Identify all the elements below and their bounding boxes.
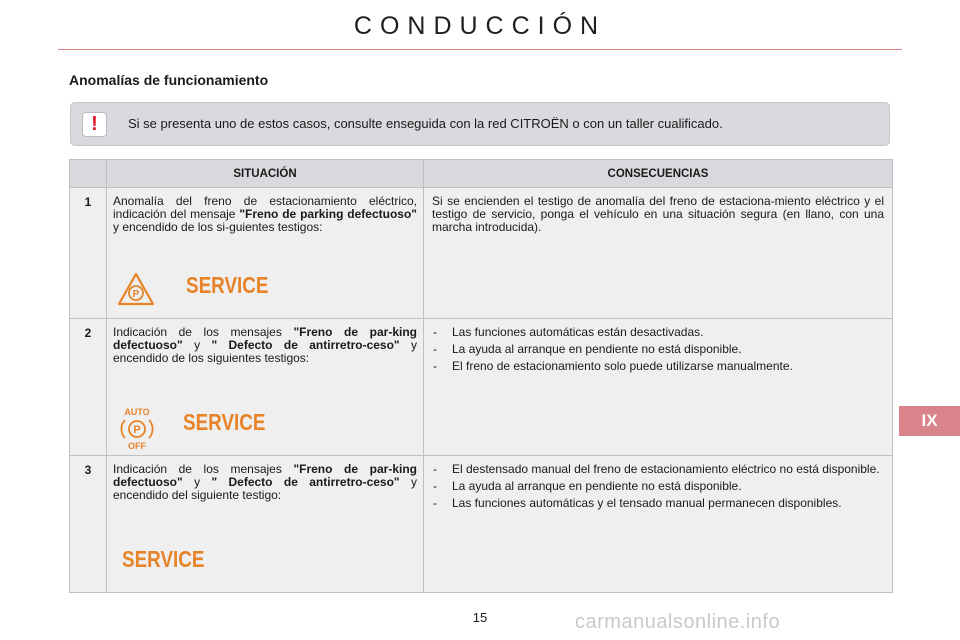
header-situation: SITUACIÓN <box>107 160 424 188</box>
table-header-row <box>70 160 893 188</box>
situation-text: y <box>182 475 212 489</box>
consequence-list <box>432 326 884 373</box>
chapter-tab: IX <box>899 406 960 436</box>
consequence-list <box>432 463 884 510</box>
header-consequences: CONSECUENCIAS <box>424 160 893 188</box>
list-item: - La ayuda al arranque en pendiente no está disponible. <box>432 480 884 493</box>
svg-text:P: P <box>132 289 140 300</box>
table-row <box>70 188 893 319</box>
page-title: CONDUCCIÓN <box>353 12 607 40</box>
situation-cell <box>107 319 424 456</box>
situation-cell <box>107 188 424 319</box>
warning-notice <box>70 102 890 146</box>
pictogram-off-text: OFF <box>128 441 146 450</box>
situation-text: Anomalía del freno de estacionamiento eléctrico, indicación del mensaje <box>113 194 417 221</box>
pictogram-auto-text: AUTO <box>124 407 150 417</box>
svg-text:P: P <box>133 424 141 436</box>
anomalies-table <box>69 159 893 593</box>
service-warning-label: SERVICE <box>122 546 205 572</box>
title-divider <box>58 49 902 50</box>
situation-text: Indicación de los mensajes <box>113 325 294 339</box>
situation-text: Indicación de los mensajes <box>113 462 294 476</box>
section-title: Anomalías de funcionamiento <box>69 72 269 88</box>
table-row <box>70 456 893 593</box>
situation-cell <box>107 456 424 593</box>
row-number: 3 <box>70 456 107 593</box>
situation-text: y encendido del siguiente testigo: <box>113 475 417 502</box>
list-item: - El freno de estacionamiento solo puede utilizarse manualmente. <box>432 360 884 373</box>
row-number: 2 <box>70 319 107 456</box>
situation-text: y encendido de los si-guientes testigos: <box>113 220 323 234</box>
notice-text: Si se presenta uno de estos casos, consulte enseguida con la red CITROËN o con un taller cualificado. <box>128 116 723 131</box>
message-label: "Freno de par-king defectuoso" <box>113 462 417 489</box>
header-number <box>70 160 107 188</box>
consequence-cell <box>424 319 893 456</box>
consequence-cell <box>424 456 893 593</box>
table-row <box>70 319 893 456</box>
list-item: - Las funciones automáticas y el tensado manual permanecen disponibles. <box>432 497 884 510</box>
page-number: 15 <box>472 610 488 625</box>
situation-text: y <box>182 338 212 352</box>
list-item: - La ayuda al arranque en pendiente no está disponible. <box>432 343 884 356</box>
message-label: " Defecto de antirretro-ceso" <box>211 475 400 489</box>
message-label: " Defecto de antirretro-ceso" <box>211 338 400 352</box>
list-item: - Las funciones automáticas están desactivadas. <box>432 326 884 339</box>
auto-parking-off-icon <box>117 406 157 450</box>
list-item: - El destensado manual del freno de estacionamiento eléctrico no está disponible. <box>432 463 884 476</box>
consequence-cell <box>424 188 893 319</box>
row-number: 1 <box>70 188 107 319</box>
message-label: "Freno de parking defectuoso" <box>239 207 417 221</box>
parking-brake-warning-icon <box>116 271 156 307</box>
situation-text: y encendido de los siguientes testigos: <box>113 338 417 365</box>
consequence-text: Si se encienden el testigo de anomalía del freno de estaciona-miento eléctrico y el testigo de servicio, ponga el vehículo en una situación segura (en llano, con una marcha introducida). <box>432 194 884 234</box>
service-warning-label: SERVICE <box>183 409 266 435</box>
warning-exclamation-icon: ! <box>82 112 107 137</box>
service-warning-label: SERVICE <box>186 272 269 298</box>
message-label: "Freno de par-king defectuoso" <box>113 325 417 352</box>
watermark: carmanualsonline.info <box>575 611 781 633</box>
